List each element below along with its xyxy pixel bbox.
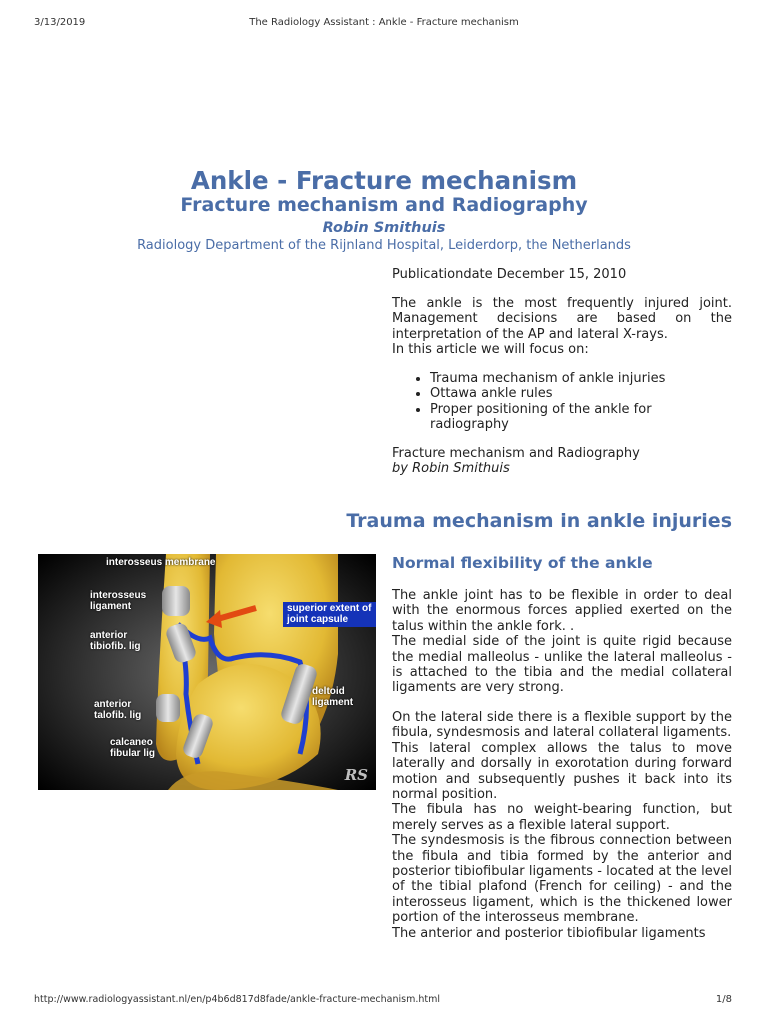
print-url: http://www.radiologyassistant.nl/en/p4b6d817d8fade/ankle-fracture-mechanism.html [34, 994, 441, 1005]
paragraph-flexibility [392, 588, 732, 696]
article-affiliation: Radiology Department of the Rijnland Hospital, Leiderdorp, the Netherlands [137, 238, 631, 253]
print-date: 3/13/2019 [34, 17, 86, 28]
author-monogram: RS [344, 766, 368, 784]
section-heading: Trauma mechanism in ankle injuries [346, 510, 732, 532]
label-interosseus-membrane: interosseus membrane [106, 557, 216, 568]
article-title: Ankle - Fracture mechanism [190, 166, 578, 195]
ankle-anatomy-figure [38, 554, 376, 790]
subsection-heading: Normal flexibility of the ankle [392, 554, 653, 572]
publication-date: Publicationdate December 15, 2010 [392, 267, 627, 282]
label-joint-capsule: superior extent of joint capsule [283, 602, 376, 627]
focus-lead: In this article we will focus on: [392, 342, 589, 358]
label-anterior-tibiofib: anterior tibiofib. lig [90, 630, 141, 652]
focus-item: • Ottawa ankle rules [430, 386, 732, 401]
focus-item: • Trauma mechanism of ankle injuries [430, 371, 732, 386]
text-line: The anterior and posterior tibiofibular ligaments [392, 925, 706, 941]
text-line: The syndesmosis is the fibrous connection between the fibula and tibia formed by the anterior and posterior tibiofibular ligaments - located at the level of the tibial plafond (French for ceiling) - and the interosseus ligament, which is the thickened lower portion of the interosseus membrane. [392, 833, 732, 926]
print-title: The Radiology Assistant : Ankle - Fracture mechanism [249, 17, 519, 28]
focus-list [392, 371, 732, 433]
text-line: The ankle joint has to be flexible in order to deal with the enormous forces applied exerted on the talus within the ankle fork. . [392, 588, 732, 634]
label-anterior-talofib: anterior talofib. lig [94, 699, 142, 721]
label-calcaneo-fibular: calcaneo fibular lig [110, 737, 155, 759]
text-line: The fibula has no weight-bearing function, but merely serves as a flexible lateral support. [392, 802, 732, 833]
text-line: On the lateral side there is a flexible support by the fibula, syndesmosis and lateral collateral ligaments. [392, 710, 732, 741]
credit-title: Fracture mechanism and Radiography [392, 446, 640, 461]
paragraph-lateral-support [392, 710, 732, 941]
label-deltoid: deltoid ligament [312, 686, 354, 708]
label-interosseus-ligament: interosseus ligament [90, 590, 147, 612]
text-line: This lateral complex allows the talus to move laterally and dorsally in exorotation during forward motion and subsequently pushes it back into its normal position. [392, 740, 732, 803]
intro-text: The ankle is the most frequently injured joint. Management decisions are based on the interpretation of the AP and lateral X-rays. [392, 296, 732, 342]
credit-byline: by Robin Smithuis [392, 461, 510, 476]
article-author: Robin Smithuis [322, 220, 446, 236]
intro-block [392, 296, 732, 358]
print-page-number: 1/8 [715, 994, 732, 1005]
ankle-illustration [38, 554, 376, 790]
interosseus-ligament-shape [162, 586, 190, 616]
text-line: The medial side of the joint is quite rigid because the medial malleolus - unlike the lateral malleolus - is attached to the tibia and the medial collateral ligaments are very strong. [392, 634, 732, 696]
article-subtitle: Fracture mechanism and Radiography [180, 194, 588, 216]
focus-item: • Proper positioning of the ankle for radiography [430, 402, 732, 433]
